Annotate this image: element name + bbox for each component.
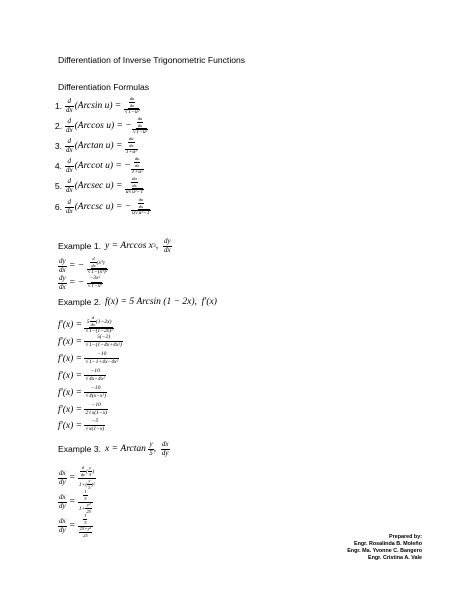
- formula-3-function: Arctan: [77, 141, 104, 152]
- example-2-step-7: f′(x) = $\frac{-5}{√x(1-x)}$: [58, 418, 105, 432]
- formula-3: 3. $\frac{d}{dx}$ ( Arctan u) = $\frac{\frac{du}{dx}}{\text{1+u²}}$: [54, 136, 137, 156]
- example-3-label: Example 3.: [58, 444, 101, 454]
- author-name: Engr. Ma. Yvonne C. Bangero: [347, 548, 422, 554]
- example-2-label: Example 2.: [58, 297, 101, 307]
- example-3-step-3: $\frac{dx}{dy}$ = $\frac{\frac{1}{5}}{\frac{\text{25+y²}}{25}}$: [59, 513, 91, 538]
- formula-1: 1. $\frac{d}{dx}$ ( Arcsin u) = $\frac{\frac{du}{dx}}{\text{√1−u²}}$: [54, 96, 140, 116]
- formula-5: 5. $\frac{d}{dx}$ ( Arcsec u) = $\frac{\frac{du}{dx}}{\text{u√u²−1}}$: [54, 176, 144, 196]
- example-1-step-2: $\frac{dy}{dx}$ = − $\frac{\text{−3x²}}{\text{√1−x⁶}}$: [59, 274, 103, 291]
- example-3-step-1: $\frac{dx}{dy}$ = $\frac{d}{dy}$ ( $\frac{y}{5}$ ) 1+( $\frac{y}{5}$ )²: [59, 465, 96, 490]
- example-1-label: Example 1.: [58, 241, 101, 251]
- formula-2-function: Arccos: [77, 121, 104, 132]
- formula-1-function: Arcsin: [77, 101, 103, 112]
- author-name: Engr. Cristina A. Vale: [367, 555, 422, 561]
- document-title: Differentiation of Inverse Trigonometric Functions: [58, 55, 246, 65]
- formula-2: 2. $\frac{d}{dx}$ ( Arccos u) = − $\frac{\frac{du}{dx}}{\text{√1−u²}}$: [54, 116, 148, 136]
- example-2-step-5: f′(x) = $\frac{-10}{\text{√4(x−x²)}}$: [58, 385, 106, 399]
- formula-5-function: Arcsec: [77, 181, 104, 192]
- example-1-header: Example 1. y = Arccos x 3 , $\frac{dy}{dx}$: [58, 237, 171, 254]
- prepared-by-label: Prepared by:: [389, 534, 422, 540]
- section-heading: Differentiation Formulas: [58, 82, 150, 92]
- prepared-by-block: [347, 534, 422, 562]
- example-2-step-2: f′(x) = $\frac{5(-2)}{\text{√1−(1−4x+4x²)}}$: [58, 334, 122, 348]
- example-1-step-1: $\frac{dy}{dx}$ = − $\frac{d}{dx}$ (x³) √1−(x³)²: [59, 256, 108, 276]
- example-3-header: Example 3. x = Arctan $\frac{y}{5}$ , $\frac{dx}{dy}$: [58, 440, 169, 457]
- example-2-step-3: f′(x) = $\frac{-10}{\text{√1−1+4x−4x²}}$: [58, 351, 119, 365]
- author-name: Engr. Rosalinda B. Moleño: [354, 541, 422, 547]
- formula-4: 4. $\frac{d}{dx}$ ( Arccot u) = − $\frac{\frac{du}{dx}}{\text{1+u²}}$: [54, 156, 143, 176]
- formula-6: 6. $\frac{d}{dx}$ ( Arccsc u) = − $\frac{\frac{du}{dx}}{\text{u√u²−1}}$: [54, 197, 150, 217]
- example-2-step-4: f′(x) = $\frac{-10}{\text{√4x−4x²}}$: [58, 368, 106, 382]
- example-2-step-1: f′(x) = 5 $\frac{d}{dx}$ (1−2x) √1−(1−2x)²: [58, 315, 113, 335]
- formula-4-function: Arccot: [77, 161, 103, 172]
- example-2-step-6: f′(x) = $\frac{-10}{2√x(1-x)}$: [58, 402, 108, 416]
- formula-6-function: Arccsc: [77, 202, 104, 213]
- example-3-step-2: $\frac{dx}{dy}$ = $\frac{1}{5}$ 1+ $\frac{\text{y²}}{25}$: [59, 489, 91, 514]
- example-2-header: Example 2. f(x) = 5 Arcsin (1 − 2x), f′(x): [58, 297, 217, 307]
